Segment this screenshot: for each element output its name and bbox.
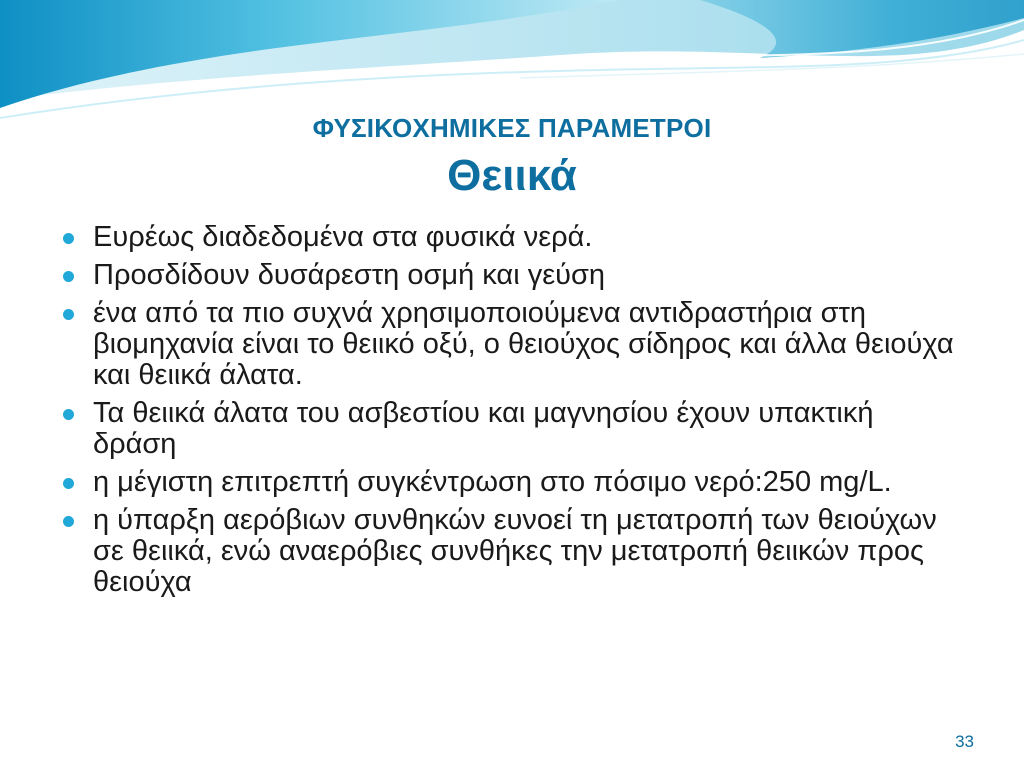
bullet-dot-icon [63, 271, 74, 282]
bullet-dot-icon [63, 409, 74, 420]
bullet-item [60, 467, 960, 498]
page-number: 33 [955, 732, 974, 751]
bullet-text: Τα θειικά άλατα του ασβεστίου και μαγνησίου έχουν υπακτική δράση [93, 397, 874, 460]
bullet-dot-icon [63, 233, 74, 244]
bullet-text: Ευρέως διαδεδομένα στα φυσικά νερά. [93, 221, 593, 253]
bullet-item [60, 222, 960, 253]
bullet-text: η μέγιστη επιτρεπτή συγκέντρωση στο πόσιμο νερό:250 mg/L. [93, 466, 892, 498]
bullet-dot-icon [63, 478, 74, 489]
title-subtitle: Θειικά [447, 151, 577, 200]
bullet-text: Προσδίδουν δυσάρεστη οσμή και γεύση [93, 259, 606, 291]
bullet-text: ένα από τα πιο συχνά χρησιμοποιούμενα αντιδραστήρια στη βιομηχανία είναι το θειικό οξύ, ο θειούχος σίδηρος και άλλα θειούχα και θειικά άλατα. [93, 297, 954, 391]
bullet-list [60, 222, 960, 605]
slide-title [0, 110, 1024, 204]
bullet-item [60, 298, 960, 391]
title-main: ΦΥΣΙΚΟΧΗΜΙΚΕΣ ΠΑΡΑΜΕΤΡΟΙ [312, 113, 712, 143]
bullet-dot-icon [63, 309, 74, 320]
bullet-item [60, 398, 960, 460]
bullet-text: η ύπαρξη αερόβιων συνθηκών ευνοεί τη μετατροπή των θειούχων σε θειικά, ενώ αναερόβιες συνθήκες την μετατροπή θειικών προς θειούχα [93, 504, 937, 598]
bullet-item [60, 505, 960, 598]
bullet-dot-icon [63, 516, 74, 527]
bullet-item [60, 260, 960, 291]
